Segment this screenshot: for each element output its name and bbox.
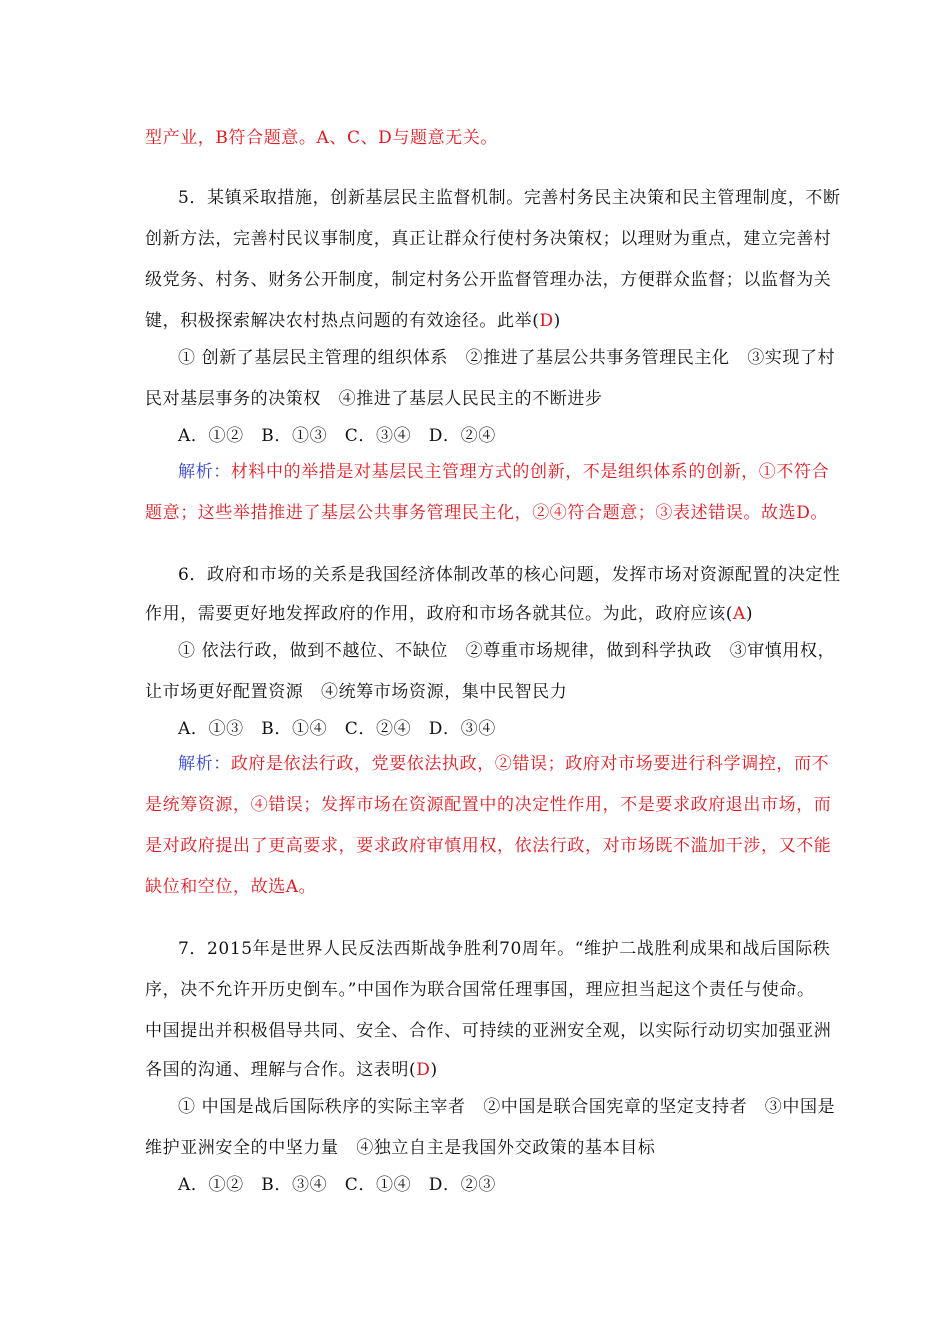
q6-analysis-line [178, 752, 829, 776]
q6-item-line: 让市场更好配置资源 ④统筹市场资源，集中民智民力 [145, 682, 568, 702]
q7-choices: A．①② B．③④ C．①④ D．②③ [178, 1175, 496, 1195]
q6-analysis-line: 是对政府提出了更高要求，要求政府审慎用权，依法行政，对市场既不滥加干涉，又不能 [145, 836, 832, 856]
q7-stem-line [145, 1058, 438, 1082]
q7-answer: D [416, 1060, 431, 1080]
q6-answer-close: ) [745, 604, 754, 624]
q5-answer: D [539, 311, 554, 331]
q7-stem-line: 中国提出并积极倡导共同、安全、合作、可持续的亚洲安全观，以实际行动切实加强亚洲 [145, 1021, 832, 1041]
q6-answer: A [733, 604, 746, 624]
q7-stem-line: 7．2015年是世界人民反法西斯战争胜利70周年。“维护二战胜利成果和战后国际秩 [178, 939, 831, 959]
q5-stem-text: 键，积极探索解决农村热点问题的有效途径。此举( [145, 311, 540, 331]
q6-analysis-label: 解析： [178, 754, 231, 774]
q7-answer-close: ) [430, 1060, 438, 1080]
q5-stem-line: 级党务、村务、财务公开制度，制定村务公开监督管理办法，方便群众监督；以监督为关 [145, 270, 832, 290]
q5-stem-line: 创新方法，完善村民议事制度，真正让群众行使村务决策权；以理财为重点，建立完善村 [145, 229, 832, 249]
q5-stem-line: 5．某镇采取措施，创新基层民主监督机制。完善村务民主决策和民主管理制度，不断 [178, 188, 841, 208]
q6-analysis-line: 是统筹资源，④错误；发挥市场在资源配置中的决定性作用，不是要求政府退出市场，而 [145, 795, 832, 815]
q5-item-line: 民对基层事务的决策权 ④推进了基层人民民主的不断进步 [145, 389, 603, 409]
q7-stem-line: 序，决不允许开历史倒车。”中国作为联合国常任理事国，理应担当起这个责任与使命。 [145, 980, 815, 1000]
q6-stem-text: 作用，需要更好地发挥政府的作用，政府和市场各就其位。为此，政府应该( [145, 604, 734, 624]
q5-analysis-line [178, 460, 829, 484]
q5-item-line: ① 创新了基层民主管理的组织体系 ②推进了基层公共事务管理民主化 ③实现了村 [178, 348, 836, 368]
q5-answer-close: ) [553, 311, 561, 331]
q7-stem-text: 各国的沟通、理解与合作。这表明( [145, 1060, 417, 1080]
q7-item-line: ① 中国是战后国际秩序的实际主宰者 ②中国是联合国宪章的坚定支持者 ③中国是 [178, 1097, 836, 1117]
q6-item-line: ① 依法行政，做到不越位、不缺位 ②尊重市场规律，做到科学执政 ③审慎用权， [178, 641, 836, 661]
previous-analysis-tail: 型产业，B符合题意。A、C、D与题意无关。 [145, 128, 499, 148]
q5-stem-line [145, 309, 561, 333]
q6-stem-line [145, 602, 753, 626]
q6-analysis-text: 政府是依法行政，党要依法执政，②错误；政府对市场要进行科学调控，而不 [230, 754, 830, 774]
q6-choices: A．①③ B．①④ C．②④ D．③④ [178, 719, 496, 739]
q5-analysis-line: 题意；这些举措推进了基层公共事务管理民主化，②④符合题意；③表述错误。故选D。 [145, 503, 829, 523]
q5-choices: A．①② B．①③ C．③④ D．②④ [178, 426, 496, 446]
q6-stem-line: 6．政府和市场的关系是我国经济体制改革的核心问题，发挥市场对资源配置的决定性 [178, 565, 841, 585]
q7-item-line: 维护亚洲安全的中坚力量 ④独立自主是我国外交政策的基本目标 [145, 1138, 656, 1158]
q5-analysis-label: 解析： [178, 462, 231, 482]
q5-analysis-text: 材料中的举措是对基层民主管理方式的创新，不是组织体系的创新，①不符合 [230, 462, 830, 482]
q6-analysis-line: 缺位和空位，故选A。 [145, 877, 317, 897]
